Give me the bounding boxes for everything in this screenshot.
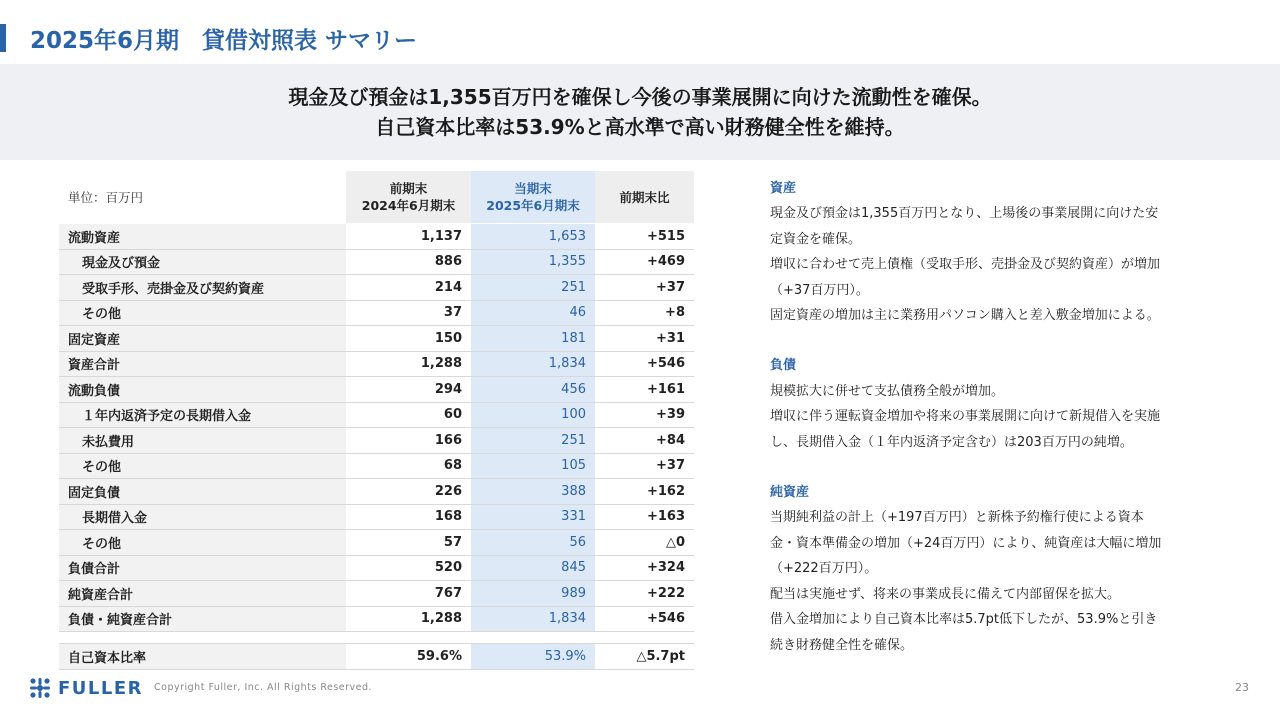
net-assets-line: 当期純利益の計上（+197百万円）と新株予約権行使による資本 bbox=[770, 510, 1144, 526]
row-diff: +222 bbox=[595, 581, 694, 607]
row-label: 純資産合計 bbox=[59, 581, 346, 607]
row-current: 1,834 bbox=[471, 606, 595, 632]
banner-line-1: 現金及び預金は1,355百万円を確保し今後の事業展開に向けた流動性を確保。 bbox=[288, 85, 992, 109]
equity-ratio-diff: △5.7pt bbox=[595, 644, 694, 670]
assets-line: 固定資産の増加は主に業務用パソコン購入と差入敷金増加による。 bbox=[770, 308, 1160, 324]
table-row bbox=[59, 249, 694, 275]
row-prev: 1,137 bbox=[346, 224, 471, 250]
banner-line-2: 自己資本比率は53.9%と高水準で高い財務健全性を維持。 bbox=[375, 115, 905, 139]
table-row bbox=[59, 555, 694, 581]
row-prev: 150 bbox=[346, 326, 471, 352]
row-diff: +37 bbox=[595, 453, 694, 479]
liabilities-line: 規模拡大に併せて支払債務全般が増加。 bbox=[770, 383, 1005, 399]
equity-ratio-row bbox=[59, 644, 694, 670]
row-current: 1,653 bbox=[471, 224, 595, 250]
net-assets-heading: 純資産 bbox=[770, 485, 810, 501]
row-current: 100 bbox=[471, 402, 595, 428]
row-diff: +84 bbox=[595, 428, 694, 454]
row-diff: +546 bbox=[595, 606, 694, 632]
row-prev: 60 bbox=[346, 402, 471, 428]
row-label: 流動資産 bbox=[59, 224, 346, 250]
row-diff: +324 bbox=[595, 555, 694, 581]
title-accent-bar bbox=[0, 24, 6, 52]
copyright: Copyright Fuller, Inc. All Rights Reserved. bbox=[154, 682, 373, 693]
assets-heading: 資産 bbox=[770, 181, 797, 196]
liabilities-section bbox=[770, 353, 1200, 455]
table-row bbox=[59, 453, 694, 479]
row-current: 388 bbox=[471, 479, 595, 505]
assets-line: 定資金を確保。 bbox=[770, 231, 862, 247]
row-current: 56 bbox=[471, 530, 595, 556]
table-row bbox=[59, 606, 694, 632]
logo-text: FULLER bbox=[58, 677, 144, 699]
row-prev: 1,288 bbox=[346, 606, 471, 632]
row-diff: +163 bbox=[595, 504, 694, 530]
row-label: 現金及び預金 bbox=[59, 249, 346, 275]
row-diff: △0 bbox=[595, 530, 694, 556]
header-compare: 前期末比 bbox=[595, 171, 694, 224]
row-prev: 37 bbox=[346, 300, 471, 326]
equity-ratio-prev: 59.6% bbox=[346, 644, 471, 670]
row-current: 251 bbox=[471, 275, 595, 301]
row-label: １年内返済予定の長期借入金 bbox=[59, 402, 346, 428]
row-current: 1,355 bbox=[471, 249, 595, 275]
table-row bbox=[59, 479, 694, 505]
fuller-logo bbox=[29, 677, 143, 699]
row-label: 固定資産 bbox=[59, 326, 346, 352]
row-current: 456 bbox=[471, 377, 595, 403]
row-label: 受取手形、売掛金及び契約資産 bbox=[59, 275, 346, 301]
assets-section bbox=[770, 176, 1200, 328]
row-label: その他 bbox=[59, 530, 346, 556]
equity-ratio-label: 自己資本比率 bbox=[59, 644, 346, 670]
row-prev: 1,288 bbox=[346, 351, 471, 377]
net-assets-line: 続き財務健全性を確保。 bbox=[770, 637, 914, 653]
header-current bbox=[471, 171, 595, 224]
row-diff: +469 bbox=[595, 249, 694, 275]
table-row bbox=[59, 275, 694, 301]
row-label: 固定負債 bbox=[59, 479, 346, 505]
assets-line: （+37百万円）。 bbox=[770, 282, 869, 298]
header-prev bbox=[346, 171, 471, 224]
net-assets-section bbox=[770, 480, 1200, 658]
row-diff: +515 bbox=[595, 224, 694, 250]
row-prev: 214 bbox=[346, 275, 471, 301]
row-label: 負債・純資産合計 bbox=[59, 606, 346, 632]
row-prev: 57 bbox=[346, 530, 471, 556]
balance-sheet-table bbox=[59, 171, 694, 670]
row-label: その他 bbox=[59, 453, 346, 479]
commentary-panel bbox=[770, 176, 1200, 683]
row-diff: +546 bbox=[595, 351, 694, 377]
row-prev: 168 bbox=[346, 504, 471, 530]
table-row bbox=[59, 402, 694, 428]
net-assets-line: （+222百万円）。 bbox=[770, 561, 878, 577]
row-prev: 520 bbox=[346, 555, 471, 581]
table-row bbox=[59, 581, 694, 607]
row-diff: +37 bbox=[595, 275, 694, 301]
table-spacer-row bbox=[59, 632, 694, 644]
row-current: 989 bbox=[471, 581, 595, 607]
table-row bbox=[59, 224, 694, 250]
row-prev: 68 bbox=[346, 453, 471, 479]
row-prev: 767 bbox=[346, 581, 471, 607]
unit-label: 単位：百万円 bbox=[59, 171, 346, 224]
assets-line: 現金及び預金は1,355百万円となり、上場後の事業展開に向けた安 bbox=[770, 206, 1159, 222]
row-diff: +8 bbox=[595, 300, 694, 326]
row-label: 長期借入金 bbox=[59, 504, 346, 530]
page-title: 2025年6月期 貸借対照表 サマリー bbox=[30, 28, 418, 54]
row-prev: 886 bbox=[346, 249, 471, 275]
equity-ratio-current: 53.9% bbox=[471, 644, 595, 670]
table-row bbox=[59, 351, 694, 377]
row-prev: 226 bbox=[346, 479, 471, 505]
row-label: 負債合計 bbox=[59, 555, 346, 581]
net-assets-line: 借入金増加により自己資本比率は5.7pt低下したが、53.9%と引き bbox=[770, 612, 1158, 628]
table-row bbox=[59, 326, 694, 352]
liabilities-heading: 負債 bbox=[770, 358, 797, 374]
liabilities-line: し、長期借入金（１年内返済予定含む）は203百万円の純増。 bbox=[770, 434, 1133, 450]
summary-banner bbox=[0, 64, 1280, 160]
table-row bbox=[59, 428, 694, 454]
row-diff: +31 bbox=[595, 326, 694, 352]
row-prev: 294 bbox=[346, 377, 471, 403]
net-assets-line: 金・資本準備金の増加（+24百万円）により、純資産は大幅に増加 bbox=[770, 535, 1162, 551]
row-label: 資産合計 bbox=[59, 351, 346, 377]
row-diff: +39 bbox=[595, 402, 694, 428]
header-current-line1: 当期末 bbox=[514, 181, 552, 196]
row-label: その他 bbox=[59, 300, 346, 326]
fuller-logo-icon bbox=[29, 677, 51, 699]
table-row bbox=[59, 300, 694, 326]
table-row bbox=[59, 377, 694, 403]
row-current: 331 bbox=[471, 504, 595, 530]
row-current: 1,834 bbox=[471, 351, 595, 377]
table-row bbox=[59, 504, 694, 530]
header-current-line2: 2025年6月期末 bbox=[486, 198, 580, 213]
header-prev-line2: 2024年6月期末 bbox=[361, 198, 456, 213]
row-diff: +162 bbox=[595, 479, 694, 505]
row-current: 105 bbox=[471, 453, 595, 479]
row-label: 未払費用 bbox=[59, 428, 346, 454]
row-label: 流動負債 bbox=[59, 377, 346, 403]
table-header-row bbox=[59, 171, 694, 224]
assets-line: 増収に合わせて売上債権（受取手形、売掛金及び契約資産）が増加 bbox=[770, 257, 1161, 273]
row-prev: 166 bbox=[346, 428, 471, 454]
row-current: 845 bbox=[471, 555, 595, 581]
row-current: 251 bbox=[471, 428, 595, 454]
row-current: 181 bbox=[471, 326, 595, 352]
page-number: 23 bbox=[1235, 681, 1249, 694]
row-current: 46 bbox=[471, 300, 595, 326]
liabilities-line: 増収に伴う運転資金増加や将来の事業展開に向けて新規借入を実施 bbox=[770, 409, 1161, 425]
table-row bbox=[59, 530, 694, 556]
row-diff: +161 bbox=[595, 377, 694, 403]
header-prev-line1: 前期末 bbox=[389, 181, 428, 196]
net-assets-line: 配当は実施せず、将来の事業成長に備えて内部留保を拡大。 bbox=[770, 586, 1120, 602]
